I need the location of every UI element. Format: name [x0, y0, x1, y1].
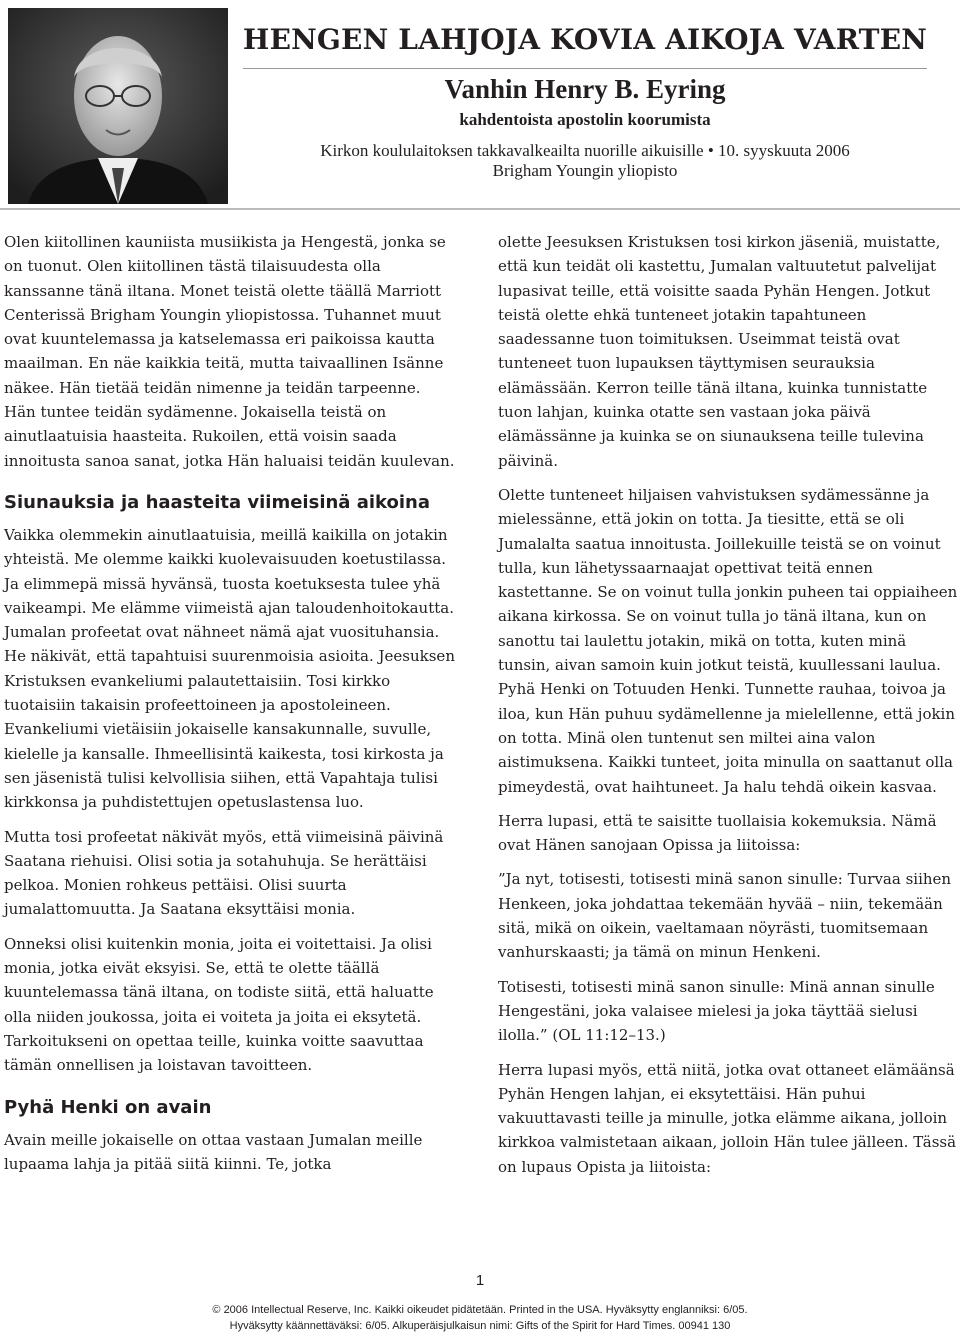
paragraph: Herra lupasi, että te saisitte tuollaisia kokemuksia. Nämä ovat Hänen sanojaan Opissa ja liitoissa:: [498, 811, 937, 855]
paragraph: olette Jeesuksen Kristuksen tosi kirkon jäseniä, muistatte, että kun teidät oli kastettu, Jumalan valtuutetut palvelijat lupasivat teille, että voisitte saada Pyhän Hengen. Jotkut teistä olette ehkä tunteneet jotakin tapahtuneen saadessanne tuon toimituksen. Useimmat teistä ovat tunteneet tuon lupauksen täyttymisen seurauksia elämässään. Kerron teille tänä iltana, kuinka tunnistatte tuon lahjan, kuinka otatte sen vastaan joka päivä elämässänne ja kuinka se on siunauksena teille tulevina päivinä.: [498, 233, 941, 470]
paragraph: Herra lupasi myös, että niitä, jotka ovat ottaneet elämäänsä Pyhän Hengen lahjan, ei eksytettäisi. Hän puhui vakuuttavasti teille ja minulle, jotka elämme aikana, jolloin kirkkoa valmistetaan aikaan, jolloin Hän tulee jälleen. Tässä on lupaus Opista ja liitoista:: [498, 1060, 957, 1176]
author-name: Vanhin Henry B. Eyring: [444, 74, 726, 104]
event-line: Kirkon koululaitoksen takkavalkeailta nuorille aikuisille • 10. syyskuuta 2006: [320, 141, 850, 160]
title-divider: [243, 68, 927, 69]
copyright-line: © 2006 Intellectual Reserve, Inc. Kaikki oikeudet pidätetään. Printed in the USA. Hyväksytty englanniksi: 6/05.: [212, 1304, 748, 1316]
paragraph: Olen kiitollinen kauniista musiikista ja Hengestä, jonka se on tuonut. Olen kiitollinen tästä tilaisuudesta olla kanssanne tänä iltana. Monet teistä olette täällä Marriott Centerissä Brigham Youngin yliopistossa. Tuhannet muut ovat kuuntelemassa ja katselemassa eri paikoissa kautta maailman. En näe kaikkia teitä, mutta taivaallinen Isänne näkee. Hän tietää teidän nimenne ja teidän tarpeenne. Hän tuntee teidän sydämenne. Jokaisella teistä on ainutlaatuisia haasteita. Rukoilen, että voisin saada innoitusta sanoa sanat, jotka Hän haluaisi teidän kuulevan.: [4, 233, 455, 470]
page-number: 1: [475, 1272, 485, 1289]
footer: [0, 1302, 960, 1334]
author-portrait: [8, 8, 228, 204]
right-column: [498, 230, 960, 1189]
left-column: [4, 230, 456, 1186]
portrait-icon: [8, 8, 228, 204]
header-divider: [0, 208, 960, 210]
paragraph: Avain meille jokaiselle on ottaa vastaan Jumalan meille lupaama lahja ja pitää siitä kiinni. Te, jotka: [4, 1130, 423, 1173]
paragraph: Olette tunteneet hiljaisen vahvistuksen sydämessänne ja mielessänne, että jokin on totta. Ja tiesitte, että se oli Jumalalta saatua innoitusta. Joillekuille teistä se on voinut tulla, kun lähetyssaarnaajat opettivat teitä ennen kastettanne. Se on voinut tulla jonkin puheen tai oppiaiheen aikana kirkossa. Se on voinut tulla jo tänä iltana, kun on sanottu tai laulettu jotakin, mikä on totta, kuten minä tunsin, aivan samoin kuin jotkut teistä, kuullessani laulua. Pyhä Henki on Totuuden Henki. Tunnette rauhaa, toivoa ja iloa, kun Hän puhuu sydämellenne ja mielellenne, että jokin on totta. Minä olen tuntenut sen miltei aina valon aistimuksena. Kaikki tunteet, joita minulla on saattanut olla pimeydestä, ovat haihtuneet. Ja halu tehdä oikein kasvaa.: [498, 485, 958, 796]
paragraph: Vaikka olemmekin ainutlaatuisia, meillä kaikilla on jotakin yhteistä. Me olemme kaikki kuolevaisuuden koetustilassa. Ja elimmepä missä hyvänsä, tuosta koetuksesta tulee yhä vaikeampi. Me elämme viimeistä ajan taloudenhoitokautta. Jumalan profeetat ovat nähneet nämä ajat vuosituhansia. He näkivät, että tapahtuisi suurenmoisia asioita. Jeesuksen Kristuksen evankeliumi palautettaisiin. Tosi kirkko tuotaisiin takaisin profeettoineen ja apostoleineen. Evankeliumi vietäisiin jokaiselle kansakunnalle, suvulle, kielelle ja kansalle. Ihmeellisintä kaikesta, tosi kirkosta ja sen jäsenistä tulisi kelvollisia siihen, että Vapahtaja tulisi kirkkonsa ja puhdistettujen opetuslastensa luo.: [4, 525, 455, 812]
paragraph: Onneksi olisi kuitenkin monia, joita ei voitettaisi. Ja olisi monia, jotka eivät eksyisi. Se, että te olette täällä kuuntelemassa tänä iltana, on todiste siitä, että haluatte olla niiden joukossa, joita ei voiteta ja joita ei eksytetä. Tarkoitukseni on opettaa teille, kuinka voitte saavuttaa tämän onnellisen ja loistavan tavoitteen.: [4, 934, 434, 1075]
scripture-quote: ”Ja nyt, totisesti, totisesti minä sanon sinulle: Turvaa siihen Henkeen, joka johdattaa tekemään hyvää – niin, tekemään sitä, mikä on oikein, vaeltamaan nöyrästi, tuomitsemaan vanhurskaasti; ja tämä on minun Henkeni.: [498, 870, 952, 962]
page-title: HENGEN LAHJOJA KOVIA AIKOJA VARTEN: [242, 23, 928, 56]
section-heading: Pyhä Henki on avain: [4, 1096, 212, 1118]
scripture-quote: Totisesti, totisesti minä sanon sinulle: Minä annan sinulle Hengestäni, joka valaisee mielesi ja joka täyttää sielusi ilolla.” (OL 11:12–13.): [498, 977, 935, 1045]
author-role: kahdentoista apostolin koorumista: [459, 110, 711, 129]
translation-line: Hyväksytty käännettäväksi: 6/05. Alkuperäisjulkaisun nimi: Gifts of the Spirit for Hard Times. 00941 130: [229, 1320, 731, 1332]
section-heading: Siunauksia ja haasteita viimeisinä aikoina: [4, 491, 431, 513]
place-line: Brigham Youngin yliopisto: [492, 161, 678, 180]
paragraph: Mutta tosi profeetat näkivät myös, että viimeisinä päivinä Saatana riehuisi. Olisi sotia ja sotahuhuja. Se herättäisi pelkoa. Monien rohkeus pettäisi. Olisi suurta jumalattomuutta. Ja Saatana eksyttäisi monia.: [4, 827, 444, 919]
